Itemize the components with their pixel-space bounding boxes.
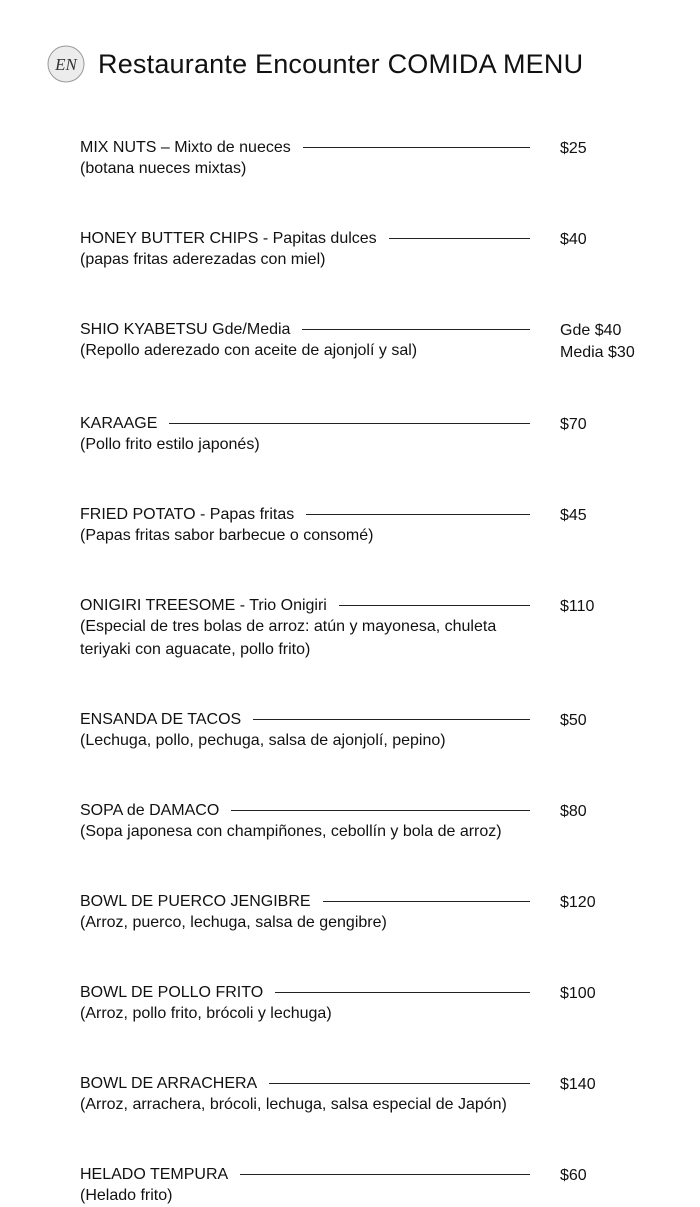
restaurant-logo xyxy=(46,44,86,84)
price-line: $110 xyxy=(560,598,595,615)
menu-item-name: HELADO TEMPURA xyxy=(80,1166,229,1183)
menu-item-price xyxy=(560,505,587,527)
menu-item-description: (Arroz, pollo frito, brócoli y lechuga) xyxy=(80,1005,332,1022)
price-line: $140 xyxy=(560,1076,596,1093)
menu-item xyxy=(80,1067,680,1116)
menu-item xyxy=(80,313,680,362)
menu-item-price xyxy=(560,983,596,1005)
menu-item-name: SOPA de DAMACO xyxy=(80,802,220,819)
leader-line xyxy=(240,1174,530,1175)
menu-item-header xyxy=(80,976,530,1002)
price-line: $120 xyxy=(560,894,596,911)
leader-line xyxy=(269,1083,530,1084)
leader-line xyxy=(275,992,530,993)
menu-item-description: (botana nueces mixtas) xyxy=(80,160,247,177)
price-line: $40 xyxy=(560,231,587,248)
menu-item-header xyxy=(80,407,530,433)
menu-item-name: KARAAGE xyxy=(80,415,158,432)
price-line: Media $30 xyxy=(560,344,635,361)
menu-item-header xyxy=(80,131,530,157)
menu-item-price xyxy=(560,414,587,436)
menu-item xyxy=(80,1158,680,1207)
leader-line xyxy=(253,719,530,720)
menu-item-name: BOWL DE POLLO FRITO xyxy=(80,984,264,1001)
price-line: $80 xyxy=(560,803,587,820)
logo-text: EN xyxy=(55,55,77,74)
price-line: $25 xyxy=(560,140,587,157)
menu-item-price xyxy=(560,1165,587,1187)
leader-line xyxy=(306,514,530,515)
menu-item-price xyxy=(560,320,635,364)
menu-item xyxy=(80,498,680,547)
menu-item-description: (Lechuga, pollo, pechuga, salsa de ajonjolí, pepino) xyxy=(80,732,446,749)
menu-item-header xyxy=(80,313,530,339)
menu-item-description: (Arroz, arrachera, brócoli, lechuga, salsa especial de Japón) xyxy=(80,1096,507,1113)
menu-item-header xyxy=(80,885,530,911)
menu-item-price xyxy=(560,229,587,251)
menu-item-price xyxy=(560,892,596,914)
menu-item-description: (Especial de tres bolas de arroz: atún y mayonesa, chuleta teriyaki con aguacate, pollo frito) xyxy=(80,618,497,658)
menu-item-header xyxy=(80,794,530,820)
price-line: $70 xyxy=(560,416,587,433)
menu-item-description: (Papas fritas sabor barbecue o consomé) xyxy=(80,527,374,544)
menu-item xyxy=(80,407,680,456)
leader-line xyxy=(323,901,530,902)
menu-item-price xyxy=(560,138,587,160)
price-line: Gde $40 xyxy=(560,322,622,339)
price-line: $60 xyxy=(560,1167,587,1184)
menu-item-price xyxy=(560,1074,596,1096)
menu-item-price xyxy=(560,710,587,732)
menu-item-name: HONEY BUTTER CHIPS - Papitas dulces xyxy=(80,230,377,247)
menu-item-description: (Sopa japonesa con champiñones, cebollín y bola de arroz) xyxy=(80,823,502,840)
price-line: $100 xyxy=(560,985,596,1002)
menu-item xyxy=(80,976,680,1025)
price-line: $50 xyxy=(560,712,587,729)
menu-item-price xyxy=(560,801,587,823)
leader-line xyxy=(303,147,530,148)
menu-item-description: (Pollo frito estilo japonés) xyxy=(80,436,260,453)
page-title: Restaurante Encounter COMIDA MENU xyxy=(98,48,584,79)
menu-item-name: SHIO KYABETSU Gde/Media xyxy=(80,321,291,338)
menu-item-header xyxy=(80,498,530,524)
menu-item-description: (Helado frito) xyxy=(80,1187,173,1204)
menu-item-price xyxy=(560,596,594,618)
menu-item-description: (papas fritas aderezadas con miel) xyxy=(80,251,326,268)
menu-item-description: (Repollo aderezado con aceite de ajonjolí y sal) xyxy=(80,342,418,359)
menu-item-header xyxy=(80,1158,530,1184)
menu-item-header xyxy=(80,1067,530,1093)
menu-item-header xyxy=(80,703,530,729)
menu-item xyxy=(80,794,680,843)
menu-item-name: ONIGIRI TREESOME - Trio Onigiri xyxy=(80,597,327,614)
price-line: $45 xyxy=(560,507,587,524)
menu-item-name: ENSANDA DE TACOS xyxy=(80,711,242,728)
leader-line xyxy=(231,810,530,811)
menu-item xyxy=(80,885,680,934)
menu-item-name: FRIED POTATO - Papas fritas xyxy=(80,506,295,523)
menu-item-name: BOWL DE PUERCO JENGIBRE xyxy=(80,893,311,910)
menu-item-name: BOWL DE ARRACHERA xyxy=(80,1075,258,1092)
menu-item-name: MIX NUTS – Mixto de nueces xyxy=(80,139,291,156)
leader-line xyxy=(389,238,530,239)
menu-header xyxy=(46,42,583,86)
leader-line xyxy=(339,605,530,606)
leader-line xyxy=(302,329,530,330)
menu-item-description: (Arroz, puerco, lechuga, salsa de gengibre) xyxy=(80,914,387,931)
menu-item-header xyxy=(80,222,530,248)
menu-item xyxy=(80,703,680,752)
leader-line xyxy=(169,423,530,424)
menu-list xyxy=(80,131,680,1207)
menu-item xyxy=(80,222,680,271)
menu-item-header xyxy=(80,589,530,615)
menu-item xyxy=(80,589,680,661)
menu-item xyxy=(80,131,680,180)
